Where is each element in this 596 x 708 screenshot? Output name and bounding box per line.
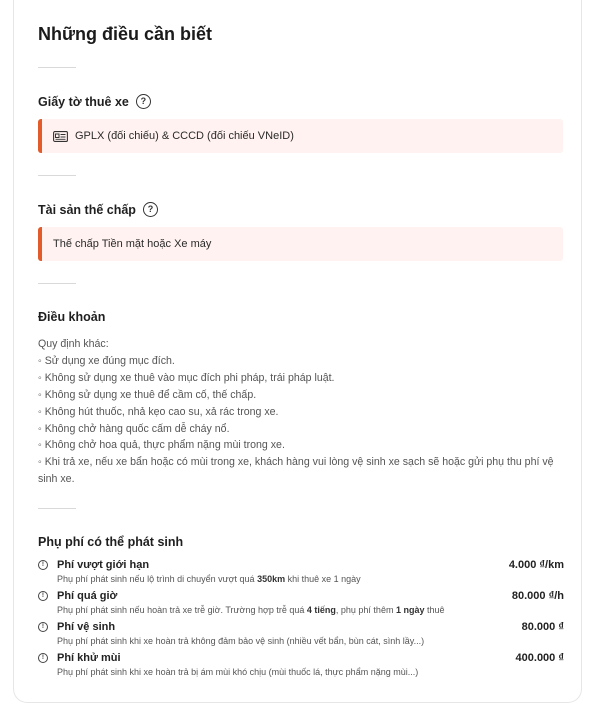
collateral-value: Thế chấp Tiền mặt hoặc Xe máy bbox=[53, 238, 212, 250]
question-circle-icon[interactable]: ? bbox=[143, 202, 158, 217]
fee-item-deodorize bbox=[38, 652, 564, 677]
documents-box bbox=[38, 119, 563, 153]
things-to-know-card bbox=[13, 0, 582, 703]
divider bbox=[38, 67, 76, 68]
collateral-heading-label: Tài sản thế chấp bbox=[38, 202, 136, 217]
terms-line: ◦ Khi trả xe, nếu xe bẩn hoặc có mùi trong xe, khách hàng vui lòng vệ sinh xe sạch sẽ hoặc gửi phụ thu phí vệ sinh xe. bbox=[38, 456, 554, 486]
info-circle-icon[interactable]: ! bbox=[38, 560, 48, 570]
fee-description: Phụ phí phát sinh khi xe hoàn trả không đảm bảo vệ sinh (nhiều vết bẩn, bùn cát, sình lầy...) bbox=[57, 636, 425, 646]
section-title: Những điều cần biết bbox=[38, 24, 213, 44]
documents-heading bbox=[38, 94, 151, 109]
terms-heading: Điều khoản bbox=[38, 310, 106, 324]
divider bbox=[38, 508, 76, 509]
documents-value: GPLX (đối chiếu) & CCCD (đối chiếu VNeID) bbox=[75, 130, 294, 142]
fee-item-cleaning bbox=[38, 621, 564, 646]
fee-price: 80.000 ₫ bbox=[521, 621, 564, 633]
divider bbox=[38, 283, 76, 284]
terms-intro: Quy định khác: bbox=[38, 338, 109, 350]
fee-name: Phí vệ sinh bbox=[57, 621, 116, 633]
terms-line: ◦ Không chở hoa quả, thực phẩm nặng mùi trong xe. bbox=[38, 439, 285, 452]
terms-line: ◦ Sử dụng xe đúng mục đích. bbox=[38, 354, 175, 367]
fees-heading: Phụ phí có thể phát sinh bbox=[38, 535, 184, 549]
terms-line: ◦ Không sử dụng xe thuê vào mục đích phi pháp, trái pháp luật. bbox=[38, 371, 335, 384]
fee-name: Phí khử mùi bbox=[57, 652, 121, 664]
question-circle-icon[interactable]: ? bbox=[136, 94, 151, 109]
divider bbox=[38, 175, 76, 176]
fee-item-overtime bbox=[38, 590, 564, 615]
info-circle-icon[interactable]: ! bbox=[38, 622, 48, 632]
fee-name: Phí quá giờ bbox=[57, 590, 118, 602]
fee-price: 400.000 ₫ bbox=[515, 652, 564, 664]
fee-description: Phụ phí phát sinh khi xe hoàn trả bị ám mùi khó chịu (mùi thuốc lá, thực phẩm nặng mùi...) bbox=[57, 667, 419, 677]
id-card-icon bbox=[53, 131, 68, 142]
fee-price: 80.000 ₫/h bbox=[511, 590, 564, 602]
fee-name: Phí vượt giới hạn bbox=[57, 559, 150, 571]
terms-line: ◦ Không sử dụng xe thuê để cầm cố, thế chấp. bbox=[38, 388, 257, 401]
info-circle-icon[interactable]: ! bbox=[38, 653, 48, 663]
collateral-box bbox=[38, 227, 563, 261]
fee-description: Phụ phí phát sinh nếu hoàn trả xe trễ giờ. Trường hợp trễ quá 4 tiếng, phụ phí thêm 1 ngày thuê bbox=[57, 605, 445, 615]
fee-price: 4.000 ₫/km bbox=[508, 559, 564, 571]
info-circle-icon[interactable]: ! bbox=[38, 591, 48, 601]
terms-line: ◦ Không chở hàng quốc cấm dễ cháy nổ. bbox=[38, 422, 230, 435]
terms-line: ◦ Không hút thuốc, nhả kẹo cao su, xả rác trong xe. bbox=[38, 405, 279, 418]
documents-heading-label: Giấy tờ thuê xe bbox=[38, 94, 129, 109]
terms-text bbox=[38, 336, 566, 488]
fee-description: Phụ phí phát sinh nếu lộ trình di chuyển vượt quá 350km khi thuê xe 1 ngày bbox=[57, 574, 361, 584]
collateral-heading bbox=[38, 202, 158, 217]
fee-item-over-limit bbox=[38, 559, 564, 584]
